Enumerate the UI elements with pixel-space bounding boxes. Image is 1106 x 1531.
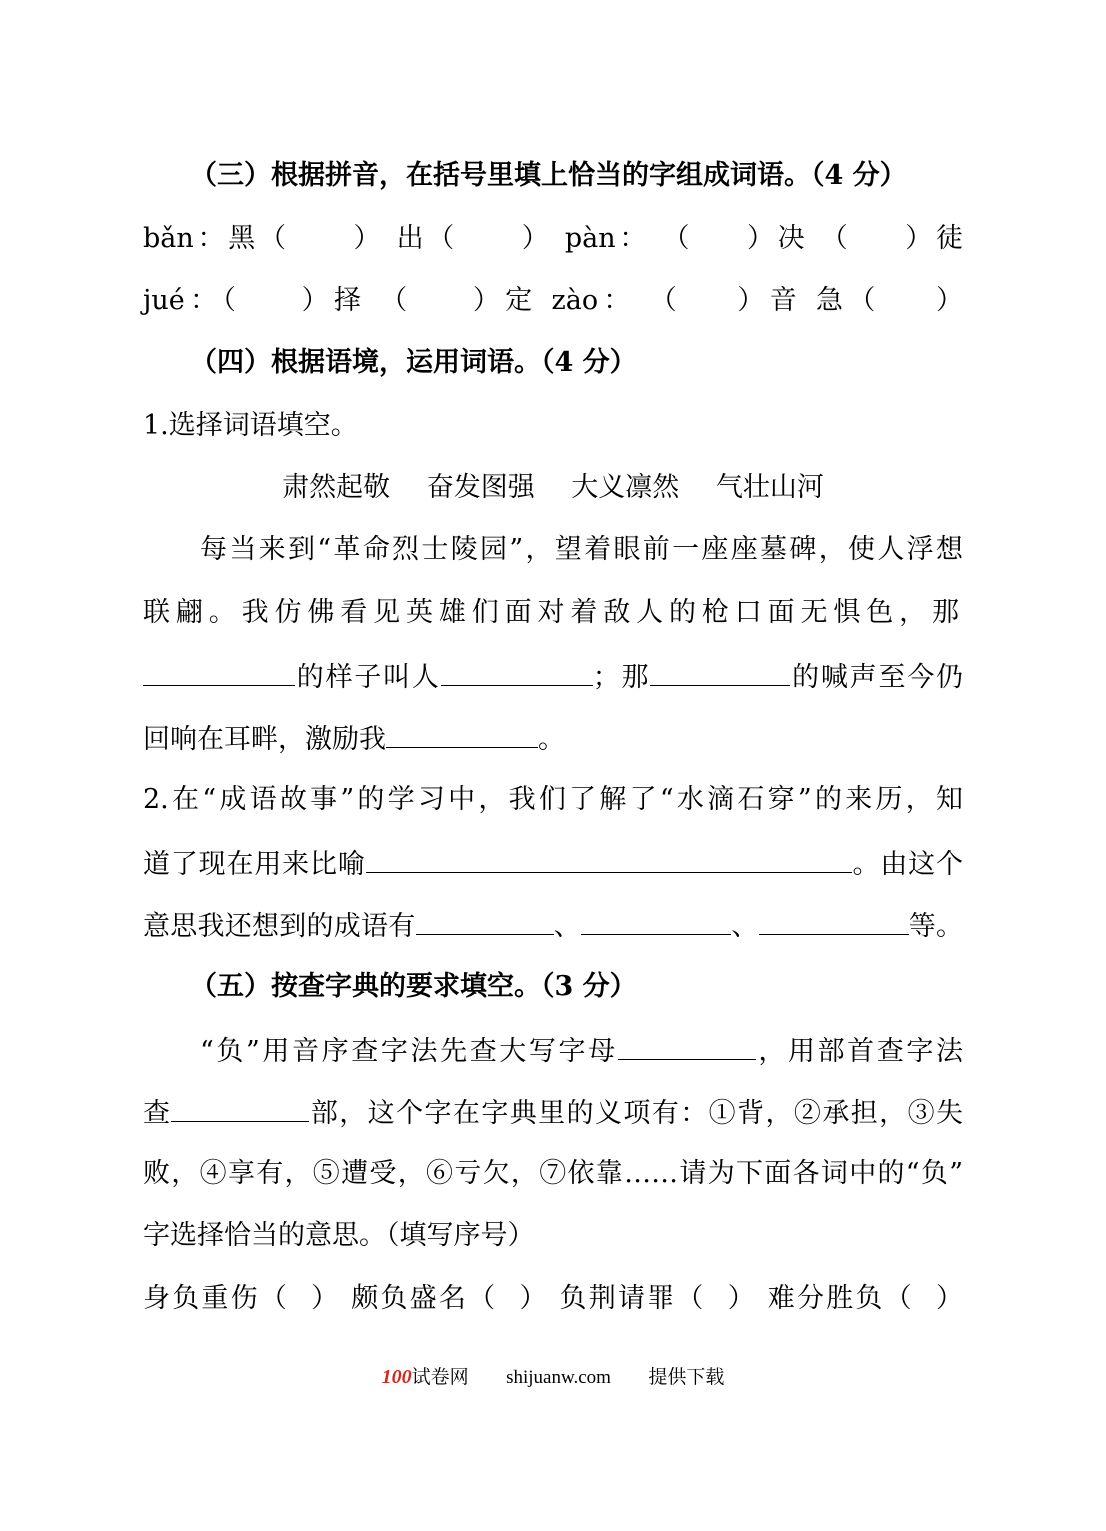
- answer-blank[interactable]: [441, 655, 593, 686]
- answer-blank[interactable]: [618, 1029, 756, 1060]
- site-url[interactable]: shijuanw.com: [506, 1367, 611, 1388]
- page-footer: [0, 1362, 1106, 1393]
- section4-title: （四）根据语境，运用词语。（4 分）: [190, 347, 637, 378]
- paragraph1-line2: 联翩。我仿佛看见英雄们面对着敌人的枪口面无惧色，那: [143, 597, 963, 628]
- pinyin-pan-label: pàn：: [564, 223, 651, 254]
- word-option: 大义凛然: [571, 472, 680, 503]
- pinyin-zao-label: zào：: [551, 285, 636, 316]
- item-shengfu: 难分胜负（: [767, 1283, 914, 1314]
- pinyin-jue-label: jué：（: [143, 285, 242, 316]
- word-option: 奋发图强: [426, 472, 535, 503]
- section5-line3: 败，④享有，⑤遭受，⑥亏欠，⑦依靠……请为下面各词中的“负”: [143, 1158, 963, 1189]
- answer-blank[interactable]: [143, 655, 295, 686]
- section5-line2: 查 部，这个字在字典里的义项有：①背，②承担，③失: [143, 1091, 963, 1134]
- word-options: [143, 468, 963, 508]
- item-pofu: 颇负盛名（: [351, 1283, 498, 1314]
- question1-title: 1.选择词语填空。: [143, 410, 358, 441]
- pinyin-zao-yin: ）音: [732, 285, 803, 316]
- section5-title: （五）按查字典的要求填空。（3 分）: [190, 971, 637, 1002]
- paragraph1-line3: 的样子叫人 ；那 的喊声至今仍: [143, 655, 963, 698]
- download-note: 提供下载: [648, 1367, 725, 1388]
- question2-line1: 2.在“成语故事”的学习中，我们了解了“水滴石穿”的来历，知: [143, 784, 963, 815]
- answer-blank[interactable]: [759, 904, 909, 935]
- section5-line1: “负”用音序查字法先查大写字母 ，用部首查字法: [200, 1029, 963, 1072]
- section5-line4: 字选择恰当的意思。（填写序号）: [143, 1220, 535, 1251]
- pinyin-pan-tu: ）徒: [901, 223, 963, 254]
- site-name: 试卷网: [411, 1367, 469, 1388]
- answer-blank[interactable]: [171, 1091, 309, 1122]
- item-shenfu: 身负重伤（: [143, 1283, 290, 1314]
- site-logo: 100: [381, 1366, 412, 1388]
- pinyin-jue-ze: ）择: [296, 285, 367, 316]
- answer-blank[interactable]: [581, 904, 731, 935]
- pinyin-jue-ding: ）定: [467, 285, 538, 316]
- word-option: 气壮山河: [715, 472, 824, 503]
- answer-blank[interactable]: [366, 842, 852, 873]
- item-fujing: 负荆请罪（: [559, 1283, 706, 1314]
- section3-row2: jué：（ ）择 （ ）定 zào： （ ）音 急（ ）: [143, 285, 964, 316]
- answer-blank[interactable]: [416, 904, 554, 935]
- question2-line2: 道了现在用来比喻 。由这个: [143, 842, 963, 885]
- pinyin-ban-heibai: bǎn：黑（: [143, 223, 290, 254]
- pinyin-zao-ji: 急（: [816, 285, 881, 316]
- pinyin-ban-chu: 出（: [396, 223, 459, 254]
- word-option: 肃然起敬: [282, 472, 391, 503]
- question2-line3: 意思我还想到的成语有 、 、 等。: [143, 904, 963, 947]
- answer-blank[interactable]: [650, 655, 790, 686]
- section3-row1: bǎn：黑（ ） 出（ ） pàn： （ ）决 （ ）徒: [143, 223, 963, 254]
- pinyin-pan-jue: ）决: [743, 223, 809, 254]
- answer-blank[interactable]: [386, 717, 538, 748]
- paragraph1-line4: 回响在耳畔，激励我 。: [143, 717, 963, 760]
- section5-items: 身负重伤（ ） 颇负盛名（ ） 负荆请罪（ ） 难分胜负（ ）: [143, 1283, 964, 1314]
- paragraph1-line1: 每当来到“革命烈士陵园”，望着眼前一座座墓碑，使人浮想: [200, 534, 963, 565]
- section3-title: （三）根据拼音，在括号里填上恰当的字组成词语。（4 分）: [190, 160, 907, 191]
